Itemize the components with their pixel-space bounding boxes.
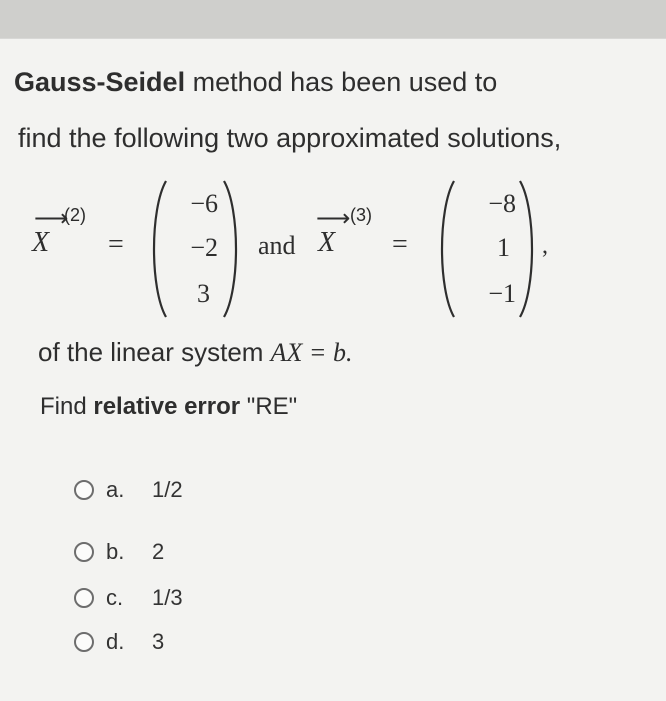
radio-icon[interactable]: [74, 542, 94, 562]
relative-error-text: relative error: [93, 393, 241, 420]
option-value: 3: [152, 629, 165, 654]
vector-arrow-icon: ⟶: [34, 206, 69, 232]
radio-icon[interactable]: [74, 480, 94, 500]
vector-arrow-icon: ⟶: [316, 206, 351, 232]
option-value: 2: [152, 539, 165, 564]
option-value: 1/3: [152, 585, 183, 610]
vector1-row1: −6: [190, 189, 218, 218]
re-quote: "RE": [240, 393, 298, 420]
option-c[interactable]: [74, 585, 183, 611]
option-letter: b.: [106, 539, 125, 564]
equals-sign: =: [392, 229, 408, 260]
question-line-3: [38, 337, 352, 368]
option-a[interactable]: [74, 477, 183, 503]
vector2-row3: −1: [488, 279, 516, 308]
question-line-1-rest: method has been used to: [185, 67, 498, 97]
vector2-row1: −8: [488, 189, 516, 218]
equals-sign: =: [108, 229, 124, 260]
question-card: [0, 38, 666, 701]
vector2-row2: 1: [497, 233, 510, 262]
question-line-4: [40, 393, 297, 421]
variable-x: X: [32, 227, 50, 258]
superscript-2: (2): [64, 205, 86, 225]
linear-system-equation: AX = b.: [270, 338, 353, 367]
variable-x: X: [318, 227, 336, 258]
option-b[interactable]: [74, 539, 164, 565]
question-line-1: [14, 67, 497, 98]
option-value: 1/2: [152, 477, 183, 502]
option-letter: d.: [106, 629, 125, 654]
find-text: Find: [40, 393, 94, 420]
vector1-row2: −2: [190, 233, 218, 262]
radio-icon[interactable]: [74, 632, 94, 652]
right-paren-1: [222, 179, 242, 319]
option-d[interactable]: [74, 629, 164, 655]
trailing-comma: ,: [542, 233, 548, 259]
solution-equation: [0, 179, 666, 329]
option-letter: c.: [106, 585, 124, 610]
question-line-2: find the following two approximated solutions,: [18, 123, 562, 153]
right-paren-2: [518, 179, 538, 319]
linear-system-text: of the linear system: [38, 337, 271, 367]
option-letter: a.: [106, 477, 125, 502]
and-word: and: [258, 231, 296, 260]
superscript-3: (3): [350, 205, 372, 225]
vector1-row3: 3: [197, 279, 210, 308]
method-name: Gauss-Seidel: [14, 67, 186, 97]
radio-icon[interactable]: [74, 588, 94, 608]
